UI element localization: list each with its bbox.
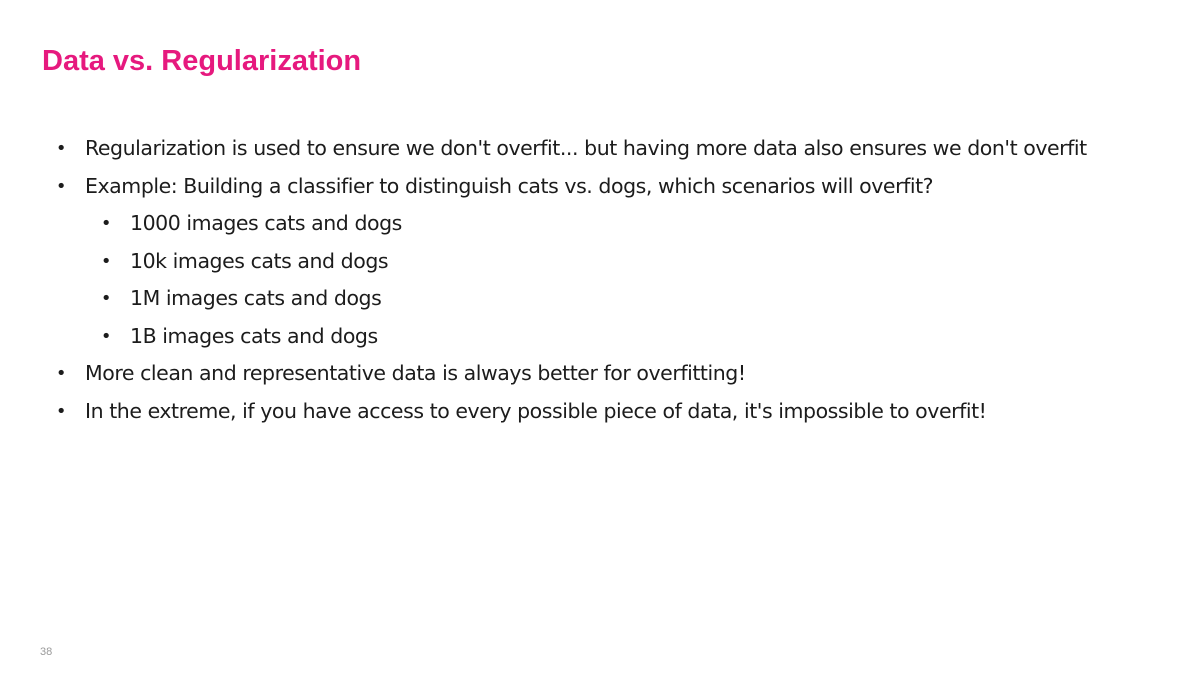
slide-title: Data vs. Regularization (42, 45, 362, 77)
sub-bullet-text: 10k images cats and dogs (130, 248, 389, 273)
bullet-dot-icon: • (55, 400, 67, 422)
bullet-text: More clean and representative data is always better for overfitting! (85, 361, 746, 385)
bullet-dot-icon: • (100, 325, 112, 347)
bullet-dot-icon: • (55, 175, 67, 197)
bullet-dot-icon: • (100, 250, 112, 272)
bullet-text: In the extreme, if you have access to every possible piece of data, it's impossible to overfit! (85, 398, 987, 423)
bullet-dot-icon: • (55, 363, 67, 384)
sub-bullet-text: 1B images cats and dogs (130, 323, 378, 348)
bullet-text: Regularization is used to ensure we don't overfit... but having more data also ensures we don't overfit (85, 136, 1087, 160)
sub-bullet-text: 1000 images cats and dogs (130, 211, 402, 235)
sub-bullet-text: 1M images cats and dogs (130, 286, 382, 310)
bullet-dot-icon: • (100, 213, 112, 234)
bullet-text: Example: Building a classifier to distinguish cats vs. dogs, which scenarios will overfit? (85, 173, 934, 198)
bullet-dot-icon: • (100, 288, 112, 309)
bullet-dot-icon: • (55, 138, 67, 159)
page-number: 38 (40, 646, 53, 658)
